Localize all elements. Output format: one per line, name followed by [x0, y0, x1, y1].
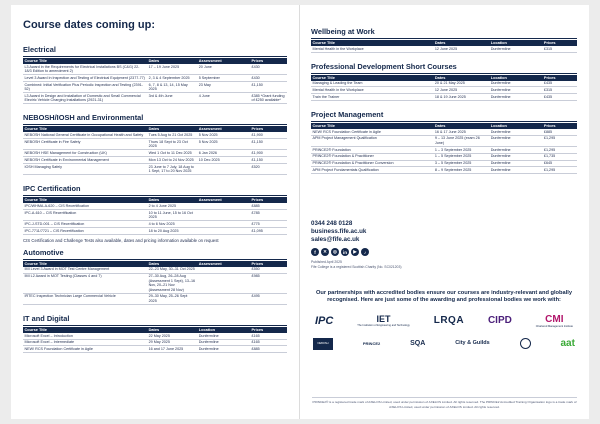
section-rule [23, 325, 287, 326]
header-course-title: Course Title [311, 75, 433, 81]
table-cell: NEBOSH HSE Management for Construction (UK) [23, 150, 147, 157]
table-cell: 6, 7, 8 & 13, 14, 15 May 2025 [147, 81, 197, 92]
table-cell: NEW! RCS Foundation Certificate in Agile [23, 346, 147, 353]
ipc-section-title: IPC Certification [23, 184, 81, 194]
table-cell: Microsoft Excel – Intermediate [23, 339, 147, 346]
table-cell: £885 [250, 346, 287, 353]
table-cell: £165 [250, 333, 287, 339]
page-title: Course dates coming up: [23, 19, 156, 31]
automotive-table [23, 261, 287, 305]
table-cell: 12 June 2025 [433, 87, 489, 94]
header-prices: Prices [250, 126, 287, 132]
table-cell: 22–23 May, 30–31 Oct 2025 [147, 267, 197, 273]
youtube-icon[interactable]: ▶ [351, 248, 359, 256]
table-cell: 2, 3 & 4 September 2025 [147, 75, 197, 82]
table-cell: APM Project Fundamentals Qualification [311, 167, 433, 174]
header-course-title: Course Title [23, 327, 147, 333]
table-cell: £1,150 [250, 81, 287, 92]
header-course-title: Course Title [23, 126, 147, 132]
wellbeing-table [311, 40, 577, 53]
header-location: Location [489, 40, 542, 46]
table-cell: 16 and 17 June 2025 [147, 346, 197, 353]
table-cell: 23 June to 7 July, 18 Aug to 1 Sept, 17 to 20 Nov 2025 [147, 164, 197, 175]
table-cell: £520 [250, 164, 287, 175]
legal-notice: PRINCE2® is a registered trade mark of AXELOS Limited, used under permission of AXELOS Limited. All rights reserved. The PRINCE2 Accredited Training Organisation logo is a trade mark of AXELOS Limited, used under permission of AXELOS Limited. All rights reserved. [312, 397, 577, 409]
table-cell: 22 May 2025 [147, 333, 197, 339]
table-row [311, 46, 577, 52]
project-table [311, 123, 577, 174]
nebosh-section-title: NEBOSH/IOSH and Environmental [23, 113, 144, 123]
table-cell: 4 June [197, 93, 250, 104]
table-cell: IPC-7711/7721 – CIS Recertification [23, 228, 147, 235]
header-course-title: Course Title [23, 58, 147, 64]
table-cell: Dunfermline [489, 160, 542, 167]
table-cell: Dunfermline [489, 87, 542, 94]
project-section-title: Project Management [311, 110, 384, 120]
table-row [23, 75, 287, 82]
iet-logo [357, 314, 410, 327]
header-dates: Dates [433, 75, 489, 81]
it-table [23, 327, 287, 353]
table-cell: £1,900 [250, 132, 287, 138]
table-row [23, 209, 287, 220]
header-prices: Prices [250, 197, 287, 203]
sqa-logo: SQA [410, 340, 426, 348]
section-rule [311, 73, 577, 74]
table-cell: PRINCE2® Foundation & Practitioner Conversion [311, 160, 433, 167]
cipd-logo: CIPD [487, 315, 512, 327]
cmi-logo-text: CMI [545, 313, 564, 325]
table-cell: £495 [250, 293, 287, 304]
table-cell: IPC-J-STD-001 – CIS Recertification [23, 221, 147, 228]
iet-logo-text: IET [376, 314, 391, 325]
table-cell: £1,150 [250, 139, 287, 150]
table-cell: £1,900 [250, 150, 287, 157]
lrqa-logo: LRQA [433, 315, 465, 327]
table-cell: 16 & 17 June 2025 [433, 129, 489, 135]
table-row [23, 93, 287, 104]
table-cell: Managing & Leading the Team [311, 81, 433, 87]
table-cell: 1 – 3 September 2025 [433, 146, 489, 153]
table-cell: £385 *Grant funding of £250 available* [250, 93, 287, 104]
tiktok-icon[interactable]: ♪ [361, 248, 369, 256]
table-cell: £1,295 [542, 135, 577, 146]
table-cell: 1 – 5 September 2025 [433, 153, 489, 160]
table-cell: £1,095 [250, 228, 287, 235]
table-cell: 18 & 19 June 2025 [433, 94, 489, 101]
instagram-icon[interactable]: ◎ [332, 249, 337, 255]
social-icons [311, 248, 577, 256]
table-cell: £885 [250, 203, 287, 209]
table-cell: 9 – 13 June 2025 (exam 26 June) [433, 135, 489, 146]
table-cell: IPC/WHMA-A-620 – CIS Recertification [23, 203, 147, 209]
header-assessment: Assessment [197, 126, 250, 132]
linkedin-icon[interactable]: in [342, 249, 348, 255]
header-location: Location [489, 75, 542, 81]
table-cell: 5 September [197, 75, 250, 82]
partner-logos-row-2 [311, 338, 577, 350]
table-cell: £1,150 [250, 157, 287, 164]
table-row [311, 146, 577, 153]
header-location: Location [489, 123, 542, 129]
table-cell: 8 – 9 September 2025 [433, 167, 489, 174]
table-row [23, 228, 287, 235]
header-course-title: Course Title [23, 261, 147, 267]
table-cell: £315 [542, 87, 577, 94]
table-row [311, 153, 577, 160]
table-row [311, 135, 577, 146]
cmi-logo [536, 314, 573, 328]
table-cell: L3 Award in Design and Installation of Domestic and Small Commercial Electric Vehicle Charging Installations (2921-31) [23, 93, 147, 104]
table-cell: Dunfermline [489, 135, 542, 146]
table-row [23, 150, 287, 157]
table-cell: Dunfermline [489, 94, 542, 101]
table-cell: PRINCE2® Foundation [311, 146, 433, 153]
header-dates: Dates [147, 197, 197, 203]
table-cell: Mental Health in the Workplace [311, 87, 433, 94]
table-cell: £885 [542, 129, 577, 135]
email-link[interactable]: sales@fife.ac.uk [311, 236, 360, 244]
website-link[interactable]: business.fife.ac.uk [311, 228, 367, 236]
table-cell: £1,295 [542, 167, 577, 174]
header-assessment: Assessment [197, 58, 250, 64]
brochure-spread [11, 5, 589, 419]
table-cell: Mon 13 Oct to 24 Nov 2025 [147, 157, 197, 164]
table-cell: Dunfermline [197, 333, 250, 339]
table-cell: NEBOSH Certificate in Fire Safety [23, 139, 147, 150]
section-rule [23, 259, 287, 260]
header-dates: Dates [433, 123, 489, 129]
header-prices: Prices [250, 327, 287, 333]
table-row [23, 273, 287, 293]
table-row [23, 221, 287, 228]
table-cell: APM Project Management Qualification [311, 135, 433, 146]
table-cell: 20 & 21 May 2025 [433, 81, 489, 87]
table-cell: Mental Health in the Workplace [311, 46, 433, 52]
accreditation-seal-icon [520, 338, 531, 349]
aat-logo: aat [560, 338, 575, 350]
table-cell: £435 [542, 94, 577, 101]
city-and-guilds-logo: City & Guilds [455, 340, 490, 347]
table-cell: IRTEC Inspection Technician Large Commercial Vehicle [23, 293, 147, 304]
header-dates: Dates [147, 261, 197, 267]
table-row [23, 157, 287, 164]
ipc-table [23, 197, 287, 235]
table-cell: £550 [250, 267, 287, 273]
electrical-section-title: Electrical [23, 45, 56, 54]
phone-number[interactable]: 0344 248 0128 [311, 220, 353, 228]
header-course-title: Course Title [23, 197, 147, 203]
table-cell: £435 [542, 81, 577, 87]
table-cell [197, 221, 250, 228]
table-cell: 2 to 4 June 2025 [147, 203, 197, 209]
table-row [311, 87, 577, 94]
header-dates: Dates [147, 327, 197, 333]
wellbeing-section-title: Wellbeing at Work [311, 27, 375, 36]
x-icon[interactable]: ✕ [321, 248, 329, 256]
table-cell: 10 to 11 June, 15 to 16 Oct 2025 [147, 209, 197, 220]
header-assessment: Assessment [197, 261, 250, 267]
table-cell: PRINCE2® Foundation & Practitioner [311, 153, 433, 160]
charity-notice: Fife College is a registered Scottish Charity (No. SC021203) [311, 265, 402, 270]
table-cell: 18 to 20 Aug 2025 [147, 228, 197, 235]
section-rule [23, 56, 287, 57]
table-cell: 3 – 5 September 2025 [433, 160, 489, 167]
table-cell [197, 228, 250, 235]
left-page [11, 5, 300, 419]
table-cell: Dunfermline [489, 81, 542, 87]
table-cell: £785 [250, 209, 287, 220]
table-cell: £430 [250, 64, 287, 75]
section-rule [311, 121, 577, 122]
professional-section-title: Professional Development Short Courses [311, 61, 457, 71]
table-cell: Microsoft Excel – Introduction [23, 333, 147, 339]
table-cell: £165 [250, 339, 287, 346]
partners-heading: Our partnerships with accredited bodies ensure our courses are industry-relevant and globally recognised. Here are just some of the awarding and professional bodies we work with: [315, 289, 572, 304]
table-cell [197, 273, 250, 293]
table-row [23, 293, 287, 304]
table-cell: £1,295 [542, 146, 577, 153]
table-cell [197, 209, 250, 220]
iet-logo-subtitle: The Institution of Engineering and Technology [357, 324, 410, 328]
table-cell: 23 May [197, 81, 250, 92]
table-cell [197, 293, 250, 304]
table-cell: £985 [250, 273, 287, 293]
table-cell: Dunfermline [489, 167, 542, 174]
table-cell: Wed 1 Oct to 11 Dec 2025 [147, 150, 197, 157]
table-row [23, 164, 287, 175]
table-cell: NEBOSH Certificate in Environmental Management [23, 157, 147, 164]
nebosh-table [23, 126, 287, 175]
table-cell: £430 [250, 75, 287, 82]
header-course-title: Course Title [311, 123, 433, 129]
table-cell: NEBOSH National General Certificate in Occupational Health and Safety [23, 132, 147, 138]
table-cell: Dunfermline [489, 46, 542, 52]
table-cell: L3 Award in the Requirements for Electrical Installations BS (C&G) 22-18/3 Edition to amendment 2) [23, 64, 147, 75]
electrical-table [23, 58, 287, 104]
table-row [23, 346, 287, 353]
table-cell: Dunfermline [489, 146, 542, 153]
table-cell: IMI L2 Award in MOT Testing (Classes 4 and 7) [23, 273, 147, 293]
table-cell: IOSH Managing Safely [23, 164, 147, 175]
table-cell: Combined: Initial Verification Plus Periodic Inspection and Testing (2391-52) [23, 81, 147, 92]
right-page [300, 5, 589, 419]
ipc-logo: IPC [315, 314, 334, 327]
partner-logos-row-1 [311, 314, 577, 328]
header-prices: Prices [542, 75, 577, 81]
table-cell: 29–30 May, 25–26 Sept 2025 [147, 293, 197, 304]
table-cell: £315 [542, 46, 577, 52]
table-cell: 20 June [197, 64, 250, 75]
table-cell: Tues 5 Aug to 21 Oct 2025 [147, 132, 197, 138]
prince2-logo: PRINCE2 [362, 341, 381, 347]
table-cell: Thurs 18 Sept to 23 Oct 2025 [147, 139, 197, 150]
table-cell: 10 Dec 2025 [197, 157, 250, 164]
table-cell: 5 Nov 2025 [197, 132, 250, 138]
table-cell: Dunfermline [489, 129, 542, 135]
header-prices: Prices [250, 58, 287, 64]
table-cell: IPC-A-610 – CIS Recertification [23, 209, 147, 220]
table-cell: Dunfermline [489, 153, 542, 160]
table-cell [197, 164, 250, 175]
publication-info [311, 260, 577, 269]
header-prices: Prices [250, 261, 287, 267]
header-prices: Prices [542, 123, 577, 129]
header-dates: Dates [147, 126, 197, 132]
table-cell: Dunfermline [197, 346, 250, 353]
it-section-title: IT and Digital [23, 313, 70, 323]
table-cell: £775 [250, 221, 287, 228]
header-dates: Dates [147, 58, 197, 64]
table-cell: 12 June 2025 [433, 46, 489, 52]
table-cell: £645 [542, 160, 577, 167]
table-cell: 29 May 2025 [147, 339, 197, 346]
table-cell: £1,735 [542, 153, 577, 160]
table-cell: 17 – 19 June 2025 [147, 64, 197, 75]
table-cell: Level 3 Award in Inspection and Testing of Electrical Equipment (2377-77) [23, 75, 147, 82]
table-cell: 6 Jan 2026 [197, 150, 250, 157]
header-dates: Dates [433, 40, 489, 46]
header-assessment: Assessment [197, 197, 250, 203]
ipc-note: CIS Certification and Challenge Tests also available, dates and pricing information available on request [23, 237, 219, 243]
table-row [23, 139, 287, 150]
table-row [311, 167, 577, 174]
table-cell: 5 Nov 2025 [197, 139, 250, 150]
table-cell: IMI Level 3 Award in MOT Test Centre Management [23, 267, 147, 273]
professional-table [311, 75, 577, 101]
header-course-title: Course Title [311, 40, 433, 46]
cmi-logo-subtitle: Chartered Management Institute [535, 324, 573, 328]
table-cell: NEW! RCS Foundation Certificate in Agile [311, 129, 433, 135]
contact-block [311, 220, 577, 269]
table-cell: 3rd & 4th June [147, 93, 197, 104]
table-row [23, 81, 287, 92]
table-row [23, 339, 287, 346]
table-cell: Dunfermline [197, 339, 250, 346]
automotive-section-title: Automotive [23, 247, 64, 257]
table-cell: Train the Trainer [311, 94, 433, 101]
table-row [23, 64, 287, 75]
table-row [311, 160, 577, 167]
published-date: Published April 2025 [311, 260, 342, 265]
facebook-icon[interactable]: f [311, 248, 319, 256]
table-cell: 4 to 6 Nov 2025 [147, 221, 197, 228]
table-cell: 27–30 Aug, 26–28 Aug (Assessment 1 Sept), 13–16 Nov, 20–21 Nov (Assessment 28 Nov) [147, 273, 197, 293]
nebosh-logo: NEBOSH [313, 338, 333, 350]
header-location: Location [197, 327, 250, 333]
table-row [311, 94, 577, 101]
header-prices: Prices [542, 40, 577, 46]
section-rule [311, 38, 577, 39]
